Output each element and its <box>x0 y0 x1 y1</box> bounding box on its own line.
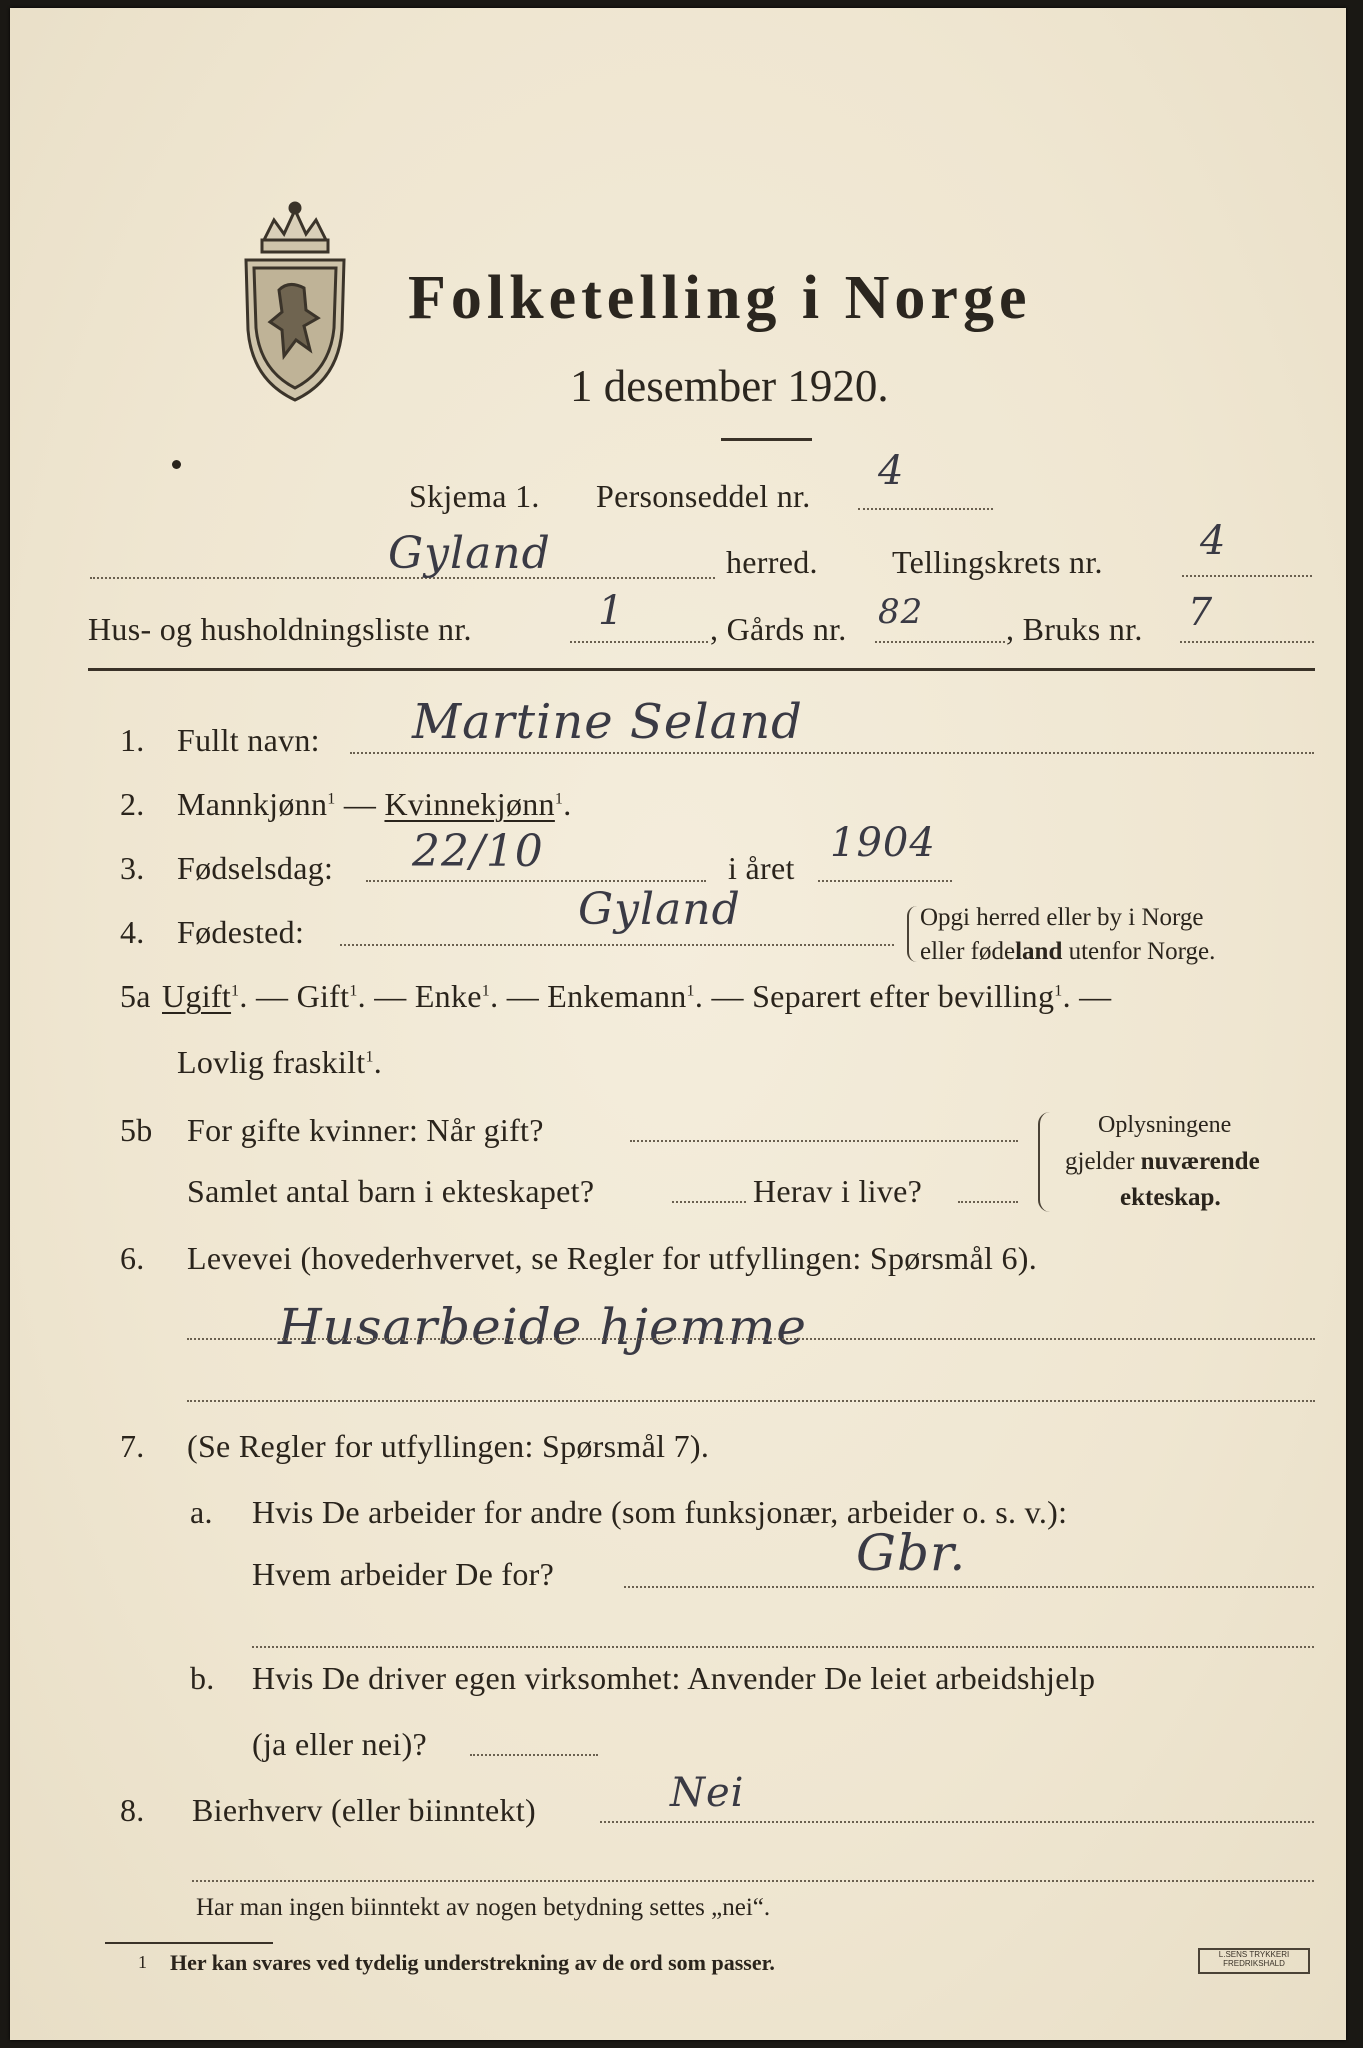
q3-line <box>366 880 706 882</box>
side-income-value[interactable]: Nei <box>670 1770 745 1816</box>
q4-note-2b: land <box>1015 938 1063 965</box>
sup-3: 1 <box>231 982 240 1000</box>
birthplace-value[interactable]: Gyland <box>578 884 741 935</box>
q7b-line-2: (ja eller nei)? <box>252 1726 428 1762</box>
q2-options <box>177 786 572 823</box>
tellingskrets-value[interactable]: 4 <box>1200 518 1227 564</box>
enke-option[interactable]: Enke <box>414 978 482 1014</box>
personseddel-line <box>858 508 993 510</box>
herred-label: herred. <box>726 544 818 580</box>
hus-value[interactable]: 1 <box>598 588 625 634</box>
q7a-line-1: Hvis De arbeider for andre (som funksjonær, arbeider o. s. v.): <box>252 1494 1068 1530</box>
q1-label: Fullt navn: <box>177 722 320 758</box>
q5b-number: 5b <box>120 1112 153 1148</box>
q4-label: Fødested: <box>177 914 305 950</box>
q8-line-2 <box>192 1880 1314 1882</box>
footnote-rule <box>105 1942 273 1944</box>
tellingskrets-line <box>1182 575 1312 577</box>
q4-note-1: Opgi herred eller by i Norge <box>920 904 1204 931</box>
sup-2: 1 <box>554 790 564 808</box>
q5b-note-2 <box>1065 1148 1260 1176</box>
q1-number: 1. <box>120 722 145 758</box>
year-label: i året <box>728 850 795 886</box>
sup-5: 1 <box>481 982 491 1000</box>
male-option[interactable]: Mannkjønn <box>177 786 328 822</box>
form-title: Folketelling i Norge <box>408 264 1032 332</box>
herred-value[interactable]: Gyland <box>388 528 551 579</box>
q5b-line-2b-dots <box>958 1201 1018 1203</box>
personseddel-label: Personseddel nr. <box>596 478 811 514</box>
bruks-value[interactable]: 7 <box>1188 590 1214 634</box>
dash-4: . — <box>694 978 753 1014</box>
q4-note-2c: utenfor Norge. <box>1062 938 1216 965</box>
female-option[interactable]: Kvinnekjønn <box>384 786 555 822</box>
q2-number: 2. <box>120 786 145 822</box>
q7-label: (Se Regler for utfyllingen: Spørsmål 7). <box>187 1428 710 1464</box>
q5b-line-1-dots <box>630 1140 1018 1142</box>
q5b-note-1: Oplysningene <box>1098 1112 1232 1138</box>
skjema-label: Skjema 1. <box>409 478 540 514</box>
dash-2: . — <box>357 978 415 1014</box>
q7-number: 7. <box>120 1428 145 1464</box>
q5b-note-3: ekteskap. <box>1120 1184 1221 1211</box>
q2-end: . <box>563 786 572 822</box>
q5a-number: 5a <box>120 978 151 1014</box>
dash-1: . — <box>239 978 297 1014</box>
q8-label: Bierhverv (eller biinntekt) <box>192 1792 536 1828</box>
q5b-line-2b: Herav i live? <box>753 1173 923 1209</box>
q5b-brace <box>1038 1112 1050 1212</box>
q5b-line-2a-dots <box>672 1201 746 1203</box>
census-date: 1 desember 1920. <box>570 361 889 411</box>
q3-label: Fødselsdag: <box>177 850 334 886</box>
q7a-line-2-dots <box>624 1586 1314 1588</box>
gards-value[interactable]: 82 <box>878 592 924 632</box>
title-divider <box>721 438 812 441</box>
personseddel-value[interactable]: 4 <box>878 448 905 494</box>
q4-note-2a: eller føde <box>920 938 1016 965</box>
q6-line-1 <box>187 1338 1315 1340</box>
q6-label: Levevei (hovederhvervet, se Regler for utfyllingen: Spørsmål 6). <box>187 1240 1038 1276</box>
norwegian-coat-of-arms-icon <box>234 200 356 410</box>
bruks-line <box>1180 641 1314 643</box>
ink-dot <box>172 460 181 469</box>
q7a-line-2: Hvem arbeider De for? <box>252 1556 555 1592</box>
q6-number: 6. <box>120 1240 145 1276</box>
hus-label: Hus- og husholdningsliste nr. <box>88 611 472 647</box>
printer-line-2: FREDRIKSHALD <box>1223 1959 1285 1968</box>
occupation-value[interactable]: Husarbeide hjemme <box>278 1298 807 1356</box>
header-rule <box>88 668 1315 671</box>
footer-note: Har man ingen biinntekt av nogen betydning settes „nei“. <box>196 1894 771 1921</box>
q7a-line-3 <box>252 1646 1314 1648</box>
separert-option[interactable]: Separert efter bevilling <box>752 978 1055 1014</box>
q5b-note-2b: nuværende <box>1140 1148 1260 1175</box>
q3-number: 3. <box>120 850 145 886</box>
q4-number: 4. <box>120 914 145 950</box>
sup-6: 1 <box>686 982 695 1000</box>
footnote-mark: 1 <box>138 1952 147 1972</box>
q6-line-2 <box>187 1400 1315 1402</box>
q2-sep: — <box>335 786 385 822</box>
q7b-line-1: Hvis De driver egen virksomhet: Anvender De leiet arbeidshjelp <box>252 1660 1096 1696</box>
sup-8: 1 <box>365 1048 374 1066</box>
q7b-line-2-dots <box>470 1754 598 1756</box>
q5b-line-2a: Samlet antal barn i ekteskapet? <box>187 1173 595 1209</box>
employer-value[interactable]: Gbr. <box>856 1524 967 1582</box>
dash-3: . — <box>490 978 548 1014</box>
fraskilt-option[interactable]: Lovlig fraskilt <box>177 1044 366 1080</box>
enkemann-option[interactable]: Enkemann <box>547 978 687 1014</box>
printer-stamp <box>1198 1948 1310 1974</box>
year-line <box>818 880 952 882</box>
q4-line <box>340 944 894 946</box>
q1-line <box>350 752 1314 754</box>
birth-year-value[interactable]: 1904 <box>830 820 936 866</box>
census-form-sheet <box>10 8 1346 2040</box>
sup-7: 1 <box>1054 982 1063 1000</box>
q8-number: 8. <box>120 1792 145 1828</box>
hus-line <box>570 641 708 643</box>
printer-line-1: L.SENS TRYKKERI <box>1218 1950 1290 1959</box>
q5b-line-1: For gifte kvinner: Når gift? <box>187 1112 544 1148</box>
gift-option[interactable]: Gift <box>296 978 350 1014</box>
q7b-letter: b. <box>190 1660 215 1696</box>
gards-line <box>875 641 1005 643</box>
q5b-note-2a: gjelder <box>1065 1148 1141 1175</box>
gards-label: , Gårds nr. <box>710 611 847 647</box>
ugift-option[interactable]: Ugift <box>162 978 232 1014</box>
bruks-label: , Bruks nr. <box>1006 611 1143 647</box>
birthday-value[interactable]: 22/10 <box>412 826 544 877</box>
q4-note-2 <box>920 938 1215 966</box>
q5a-line-2: Lovlig fraskilt$^1$. <box>177 1044 383 1080</box>
q7a-letter: a. <box>190 1494 213 1530</box>
q8-line <box>600 1821 1314 1823</box>
footnote-text: Her kan svares ved tydelig understrekning av de ord som passer. <box>170 1950 775 1975</box>
dash-5: . — <box>1062 978 1112 1014</box>
q4-brace <box>907 906 917 962</box>
full-name-value[interactable]: Martine Seland <box>412 694 803 750</box>
sup-1: 1 <box>327 790 336 808</box>
q5a-options <box>162 978 1111 1015</box>
sup-4: 1 <box>349 982 358 1000</box>
tellingskrets-label: Tellingskrets nr. <box>892 544 1103 580</box>
